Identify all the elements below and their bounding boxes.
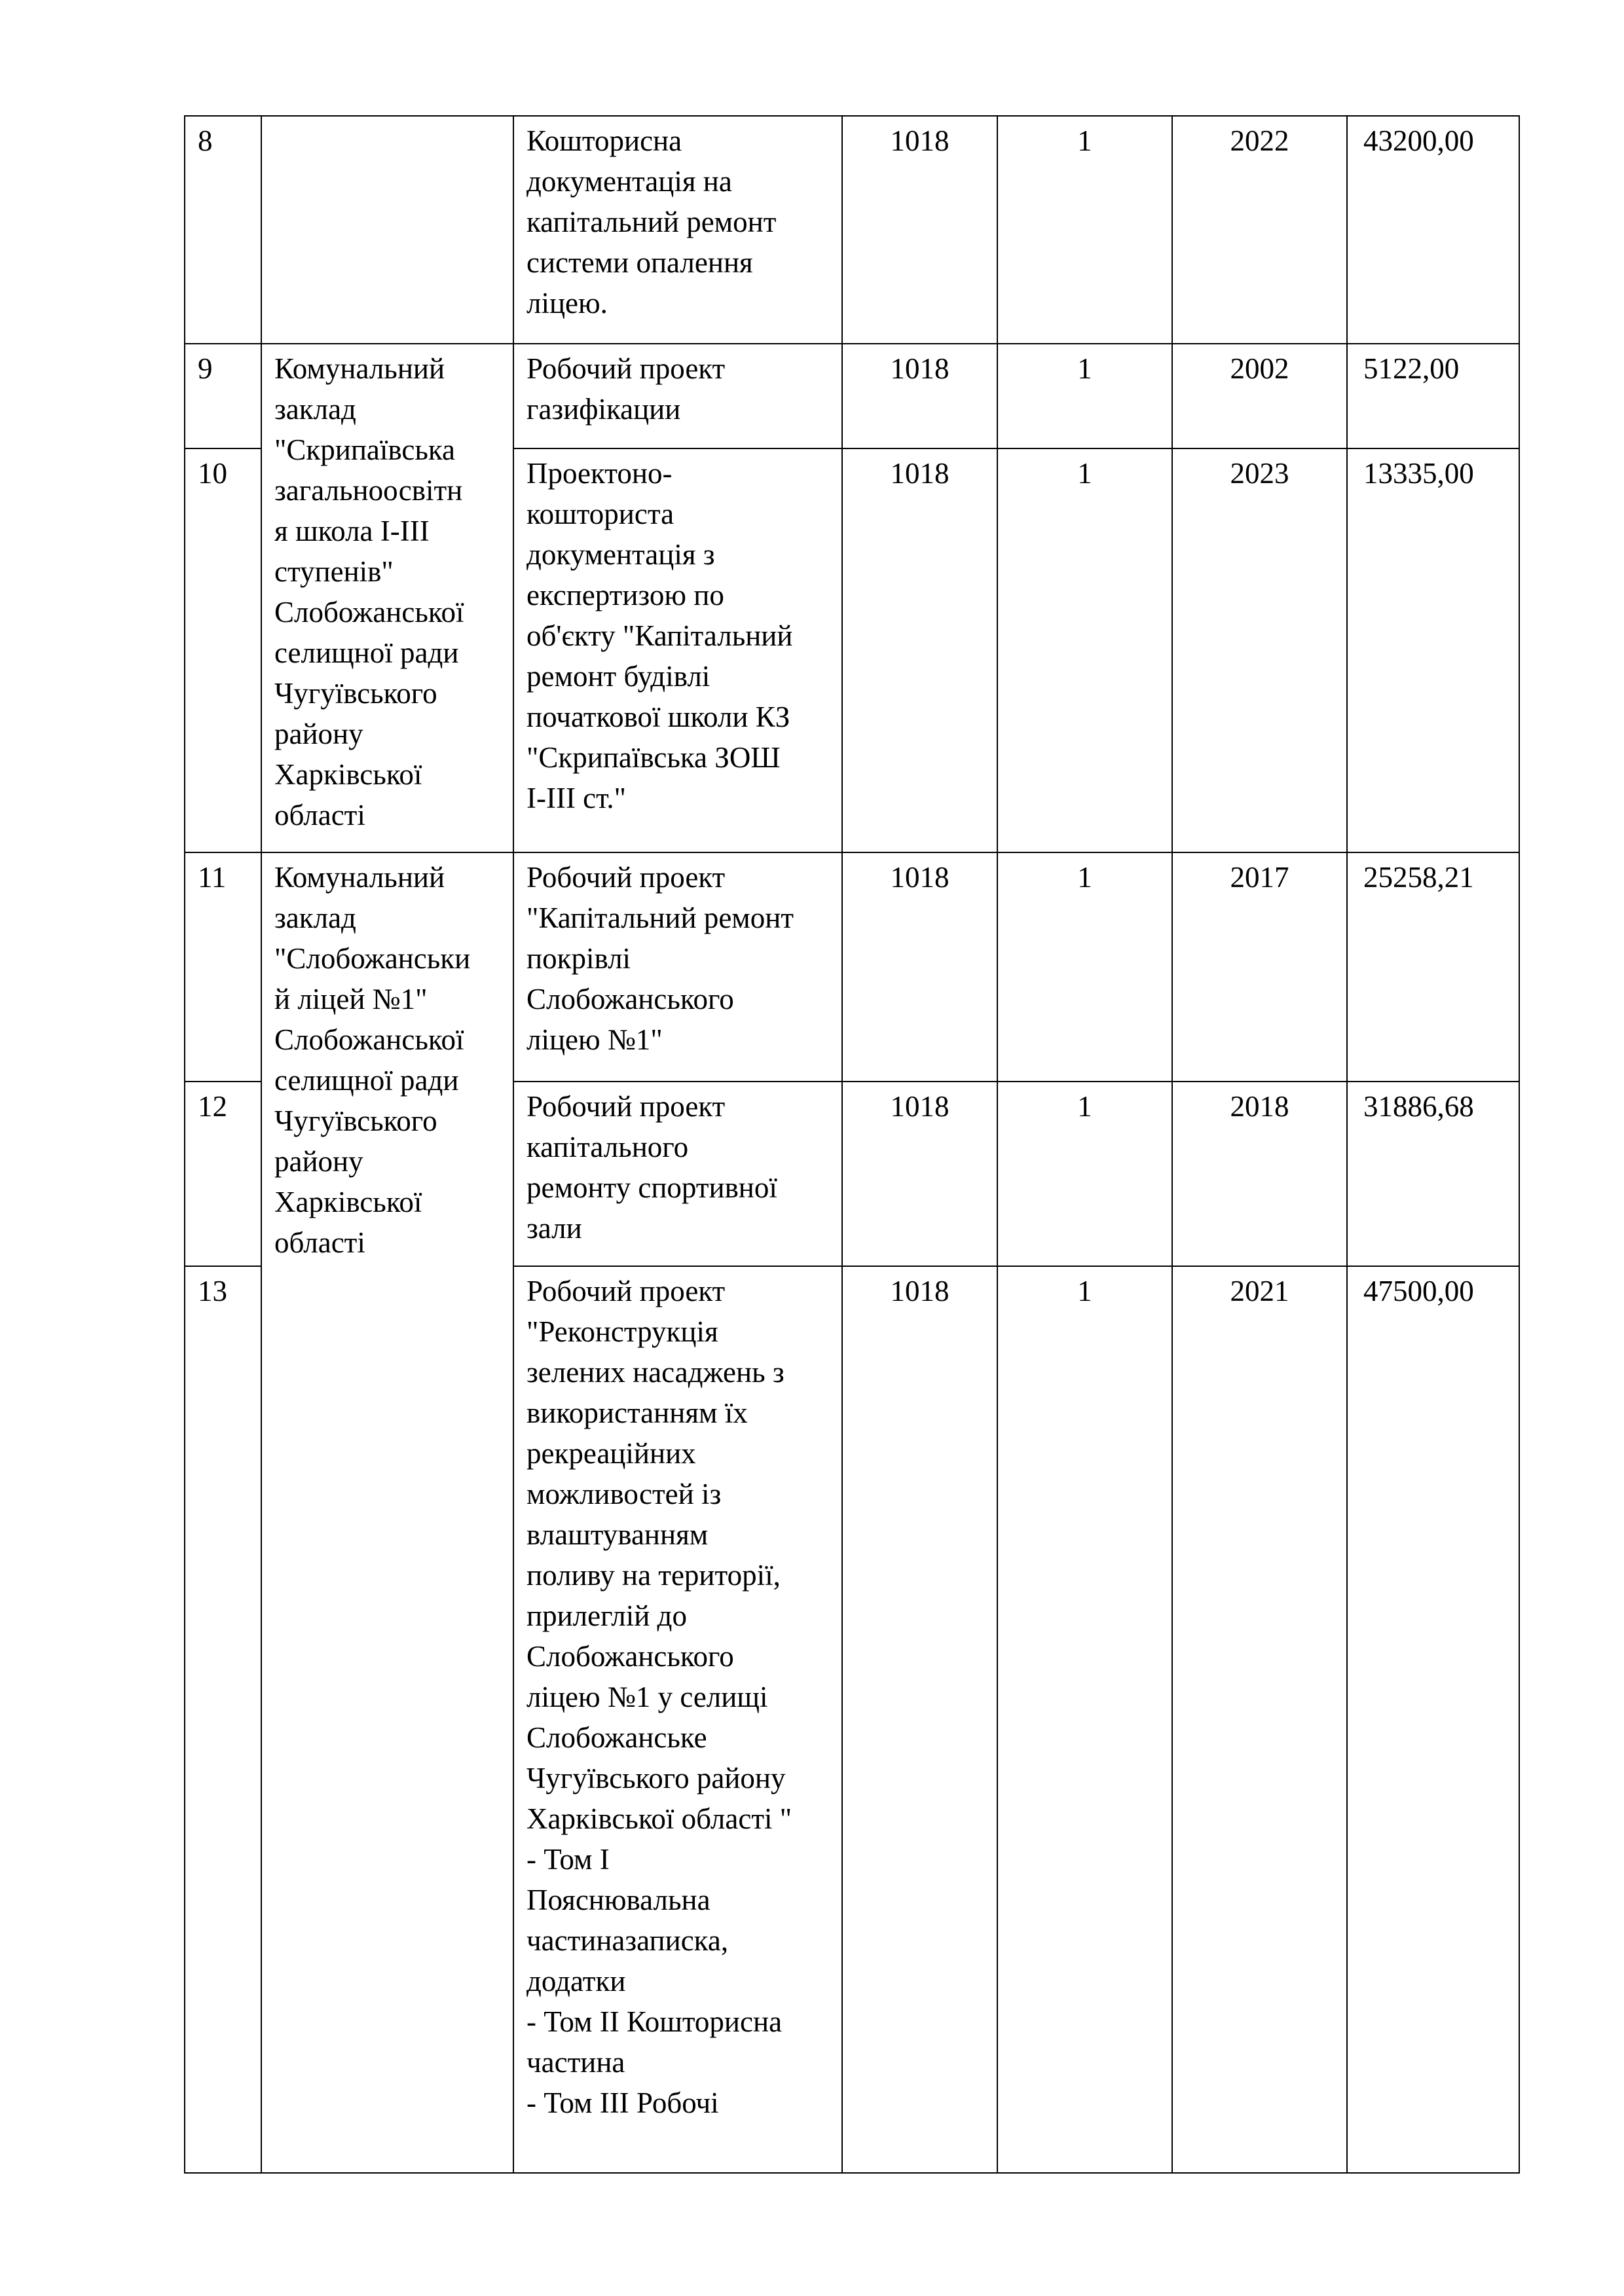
description-cell (513, 116, 842, 344)
description-text: Робочий проект газифікации (526, 352, 726, 426)
amount-value: 25258,21 (1363, 861, 1474, 894)
organization-cell (261, 852, 513, 2173)
row-number-cell (185, 448, 261, 852)
amount-value: 5122,00 (1363, 352, 1460, 385)
code-cell (842, 116, 997, 344)
table-row (185, 852, 1519, 1082)
organization-cell (261, 116, 513, 344)
description-cell (513, 852, 842, 1082)
quantity-cell (997, 1082, 1172, 1266)
amount-value: 47500,00 (1363, 1275, 1474, 1307)
quantity-value: 1 (1077, 457, 1092, 490)
table-row (185, 344, 1519, 448)
description-cell (513, 1082, 842, 1266)
description-cell (513, 344, 842, 448)
quantity-value: 1 (1077, 124, 1092, 157)
amount-value: 13335,00 (1363, 457, 1474, 490)
quantity-cell (997, 1266, 1172, 2173)
code-cell (842, 852, 997, 1082)
quantity-cell (997, 344, 1172, 448)
row-number-cell (185, 1082, 261, 1266)
row-number: 10 (198, 457, 227, 490)
row-number: 11 (198, 861, 227, 894)
code-value: 1018 (890, 1275, 950, 1307)
code-value: 1018 (890, 457, 950, 490)
row-number: 13 (198, 1275, 227, 1307)
amount-cell (1347, 448, 1519, 852)
code-cell (842, 344, 997, 448)
description-text: Кошторисна документація на капітальний ремонт системи опалення ліцею. (526, 124, 777, 319)
year-value: 2023 (1230, 457, 1289, 490)
code-cell (842, 1266, 997, 2173)
organization-name: Комунальний заклад "Слобожанськи й ліцей №1" Слобожанської селищної ради Чугуївського району Харківської області (274, 861, 471, 1259)
year-cell (1172, 116, 1347, 344)
description-cell (513, 448, 842, 852)
row-number-cell (185, 344, 261, 448)
code-cell (842, 448, 997, 852)
amount-cell (1347, 1082, 1519, 1266)
year-cell (1172, 344, 1347, 448)
quantity-value: 1 (1077, 1090, 1092, 1123)
row-number: 8 (198, 124, 213, 157)
year-value: 2022 (1230, 124, 1289, 157)
year-cell (1172, 1266, 1347, 2173)
amount-value: 43200,00 (1363, 124, 1474, 157)
code-value: 1018 (890, 861, 950, 894)
code-cell (842, 1082, 997, 1266)
row-number-cell (185, 1266, 261, 2173)
year-value: 2002 (1230, 352, 1289, 385)
code-value: 1018 (890, 124, 950, 157)
description-text: Робочий проект капітального ремонту спортивної зали (526, 1090, 777, 1245)
row-number: 9 (198, 352, 213, 385)
year-cell (1172, 448, 1347, 852)
description-text: Робочий проект "Реконструкція зелених насаджень з використанням їх рекреаційних можливостей із влаштуванням поливу на території, прилеглій до Слобожанського ліцею №1 у селищі Слобожанське Чугуївського району Харківської області " - Том І Пояснювальна частиназаписка, додатки - Том ІІ Кошторисна частина - Том ІІІ Робочі (526, 1275, 792, 2119)
quantity-cell (997, 448, 1172, 852)
code-value: 1018 (890, 352, 950, 385)
row-number: 12 (198, 1090, 227, 1123)
year-value: 2017 (1230, 861, 1289, 894)
row-number-cell (185, 116, 261, 344)
year-value: 2018 (1230, 1090, 1289, 1123)
amount-cell (1347, 1266, 1519, 2173)
quantity-value: 1 (1077, 861, 1092, 894)
quantity-cell (997, 116, 1172, 344)
document-table (184, 115, 1520, 2174)
year-value: 2021 (1230, 1275, 1289, 1307)
description-text: Проектоно- кошториста документація з експертизою по об'єкту "Капітальний ремонт будівлі початкової школи КЗ "Скрипаївська ЗОШ І-ІІІ ст." (526, 457, 793, 814)
description-text: Робочий проект "Капітальний ремонт покрівлі Слобожанського ліцею №1" (526, 861, 794, 1056)
amount-value: 31886,68 (1363, 1090, 1474, 1123)
year-cell (1172, 852, 1347, 1082)
code-value: 1018 (890, 1090, 950, 1123)
quantity-value: 1 (1077, 352, 1092, 385)
amount-cell (1347, 116, 1519, 344)
table-row (185, 116, 1519, 344)
organization-cell (261, 344, 513, 852)
quantity-value: 1 (1077, 1275, 1092, 1307)
description-cell (513, 1266, 842, 2173)
organization-name: Комунальний заклад "Скрипаївська загальноосвітн я школа І-ІІІ ступенів" Слобожанської селищної ради Чугуївського району Харківської області (274, 352, 464, 831)
quantity-cell (997, 852, 1172, 1082)
amount-cell (1347, 344, 1519, 448)
row-number-cell (185, 852, 261, 1082)
year-cell (1172, 1082, 1347, 1266)
amount-cell (1347, 852, 1519, 1082)
